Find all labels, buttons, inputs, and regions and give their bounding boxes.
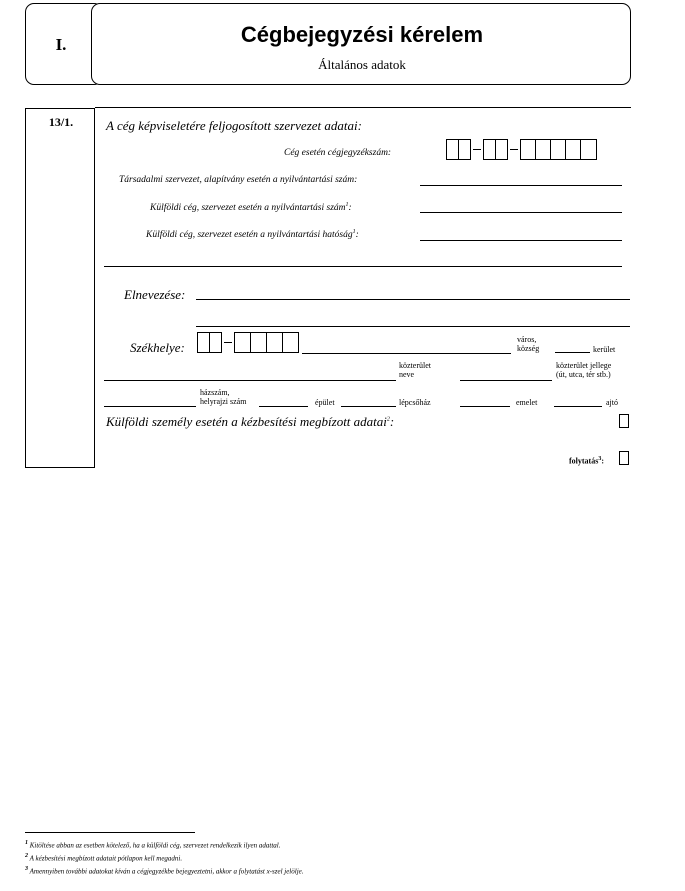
footnote-1: $^1$ Kitöltése abban az esetben kötelező, ha a külföldi cég, szervezet rendelkezik ilyen adattal.	[25, 840, 281, 850]
name-field-line-1[interactable]	[196, 299, 630, 300]
footnote-3: $^3$ Amennyiben további adatokat kíván a cégjegyzékbe bejegyeztetni, akkor a folytatást x-szel jelölje.	[25, 866, 304, 876]
door-field[interactable]	[554, 406, 602, 407]
staircase-field[interactable]	[341, 406, 396, 407]
section-number: I.	[55, 35, 67, 54]
continuation-checkbox[interactable]	[619, 451, 629, 465]
public-area-name-label: közterület neve	[399, 361, 431, 379]
city-label: város, község	[517, 335, 540, 353]
title-box	[91, 3, 631, 85]
district-label: kerület	[593, 345, 616, 354]
building-field[interactable]	[259, 406, 308, 407]
district-field[interactable]	[555, 352, 590, 353]
seat-label: Székhelye:	[130, 340, 185, 355]
company-reg-label: Cég esetén cégjegyzékszám:	[284, 148, 392, 158]
floor-label: emelet	[516, 398, 538, 407]
social-org-label: Társadalmi szervezet, alapítvány esetén a nyilvántartási szám:	[119, 175, 358, 185]
foreign-reg-label: Külföldi cég, szervezet esetén a nyilvántartási szám$^1$:	[150, 202, 352, 214]
section-top-rule	[95, 107, 631, 108]
footnote-rule	[25, 832, 195, 833]
house-number-label: házszám, helyrajzi szám	[200, 388, 247, 406]
name-field-line-2[interactable]	[196, 326, 630, 327]
name-label: Elnevezése:	[124, 287, 186, 302]
agent-label: Külföldi személy esetén a kézbesítési megbízott adatai$^2$:	[106, 414, 395, 429]
public-area-type-field[interactable]	[460, 380, 552, 381]
continuation-label: folytatás$^3$:	[569, 456, 604, 466]
foreign-authority-field[interactable]	[420, 240, 622, 241]
public-area-name-field[interactable]	[104, 380, 396, 381]
social-org-number-field[interactable]	[420, 185, 622, 186]
agent-checkbox[interactable]	[619, 414, 629, 428]
page-title: Cégbejegyzési kérelem	[240, 22, 484, 47]
building-label: épület	[315, 398, 335, 407]
footnote-2: $^2$ A kézbesítési megbízott adatait pótlapon kell megadni.	[25, 853, 183, 863]
section-code: 13/1.	[48, 115, 74, 129]
foreign-authority-label: Külföldi cég, szervezet esetén a nyilvántartási hatóság$^1$:	[146, 229, 359, 241]
house-number-field[interactable]	[104, 406, 196, 407]
door-label: ajtó	[606, 398, 618, 407]
public-area-type-label: közterület jellege (út, utca, tér stb.)	[556, 361, 612, 379]
section-heading: A cég képviseletére feljogosított szervezet adatai:	[106, 118, 362, 133]
page-subtitle: Általános adatok	[318, 57, 406, 72]
floor-field[interactable]	[460, 406, 510, 407]
foreign-reg-number-field[interactable]	[420, 212, 622, 213]
section-number-column	[25, 108, 95, 468]
city-field[interactable]	[302, 353, 511, 354]
divider-rule	[104, 266, 622, 267]
staircase-label: lépcsőház	[399, 398, 431, 407]
